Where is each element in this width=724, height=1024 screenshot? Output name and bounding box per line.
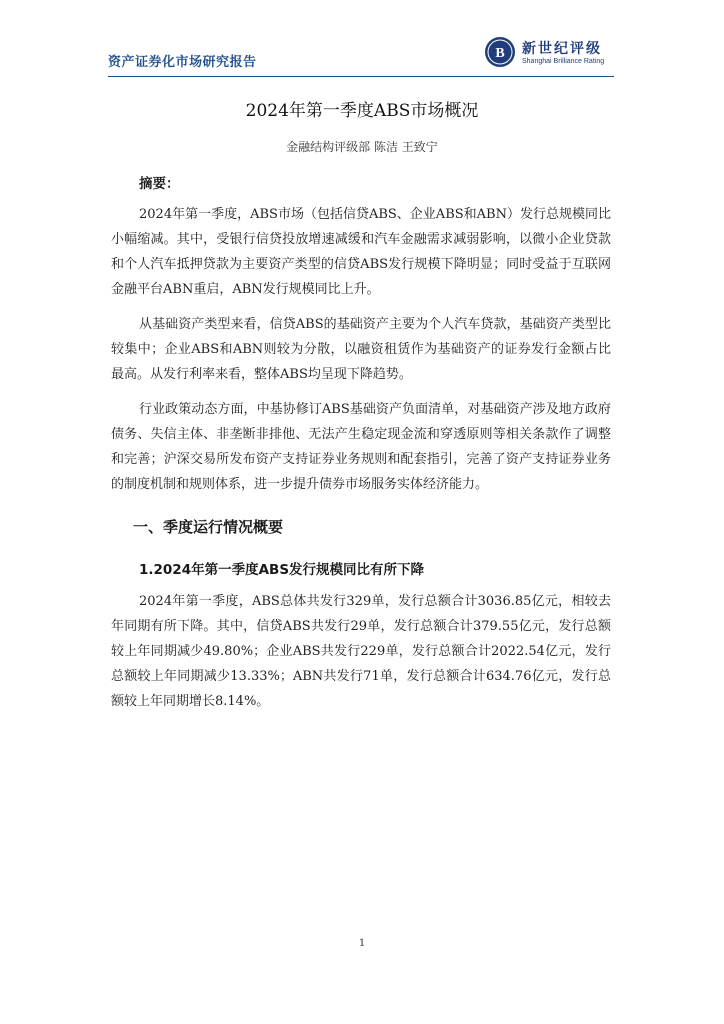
- abstract-paragraph: 从基础资产类型来看，信贷ABS的基础资产主要为个人汽车贷款，基础资产类型比较集中；企业ABS和ABN则较为分散，以融资租赁作为基础资产的证券发行金额占比最高。从发行利率来看，整体ABS均呈现下降趋势。: [111, 317, 611, 382]
- header-divider: [108, 76, 614, 77]
- document-body: [111, 172, 611, 724]
- page-number: 1: [358, 938, 366, 949]
- section-heading: 一、季度运行情况概要: [133, 518, 284, 536]
- page-header: [108, 34, 614, 76]
- document-title: 2024年第一季度ABS市场概况: [245, 101, 479, 121]
- abstract-label: 摘要：: [139, 176, 180, 192]
- logo-mark-letter: B: [495, 46, 505, 61]
- section-paragraph: 2024年第一季度，ABS总体共发行329单，发行总额合计3036.85亿元，相较去年同期有所下降。其中，信贷ABS共发行29单，发行总额合计379.55亿元，发行总额较上年同期减少49.80%；企业ABS共发行229单，发行总额合计2022.54亿元，发行总额较上年同期减少13.33%；ABN共发行71单，发行总额合计634.76亿元，发行总额较上年同期增长8.14%。: [111, 594, 611, 709]
- logo-name-cn: 新世纪评级: [522, 41, 602, 57]
- subsection-heading: 1.2024年第一季度ABS发行规模同比有所下降: [139, 562, 425, 578]
- logo-name-en: Shanghai Brilliance Rating: [522, 58, 605, 65]
- abstract-paragraph: 2024年第一季度，ABS市场（包括信贷ABS、企业ABS和ABN）发行总规模同比小幅缩减。其中，受银行信贷投放增速减缓和汽车金融需求减弱影响，以微小企业贷款和个人汽车抵押贷款为主要资产类型的信贷ABS发行规模下降明显；同时受益于互联网金融平台ABN重启，ABN发行规模同比上升。: [111, 207, 611, 297]
- authors-line: 金融结构评级部 陈洁 王致宁: [286, 140, 438, 154]
- company-logo: [484, 34, 614, 72]
- abstract-paragraph: 行业政策动态方面，中基协修订ABS基础资产负面清单，对基础资产涉及地方政府债务、失信主体、非垄断非排他、无法产生稳定现金流和穿透原则等相关条款作了调整和完善；沪深交易所发布资产支持证券业务规则和配套指引，完善了资产支持证券业务的制度机制和规则体系，进一步提升债券市场服务实体经济能力。: [111, 402, 611, 492]
- report-type-label: 资产证券化市场研究报告: [108, 55, 257, 70]
- company-logo-icon: [484, 36, 516, 68]
